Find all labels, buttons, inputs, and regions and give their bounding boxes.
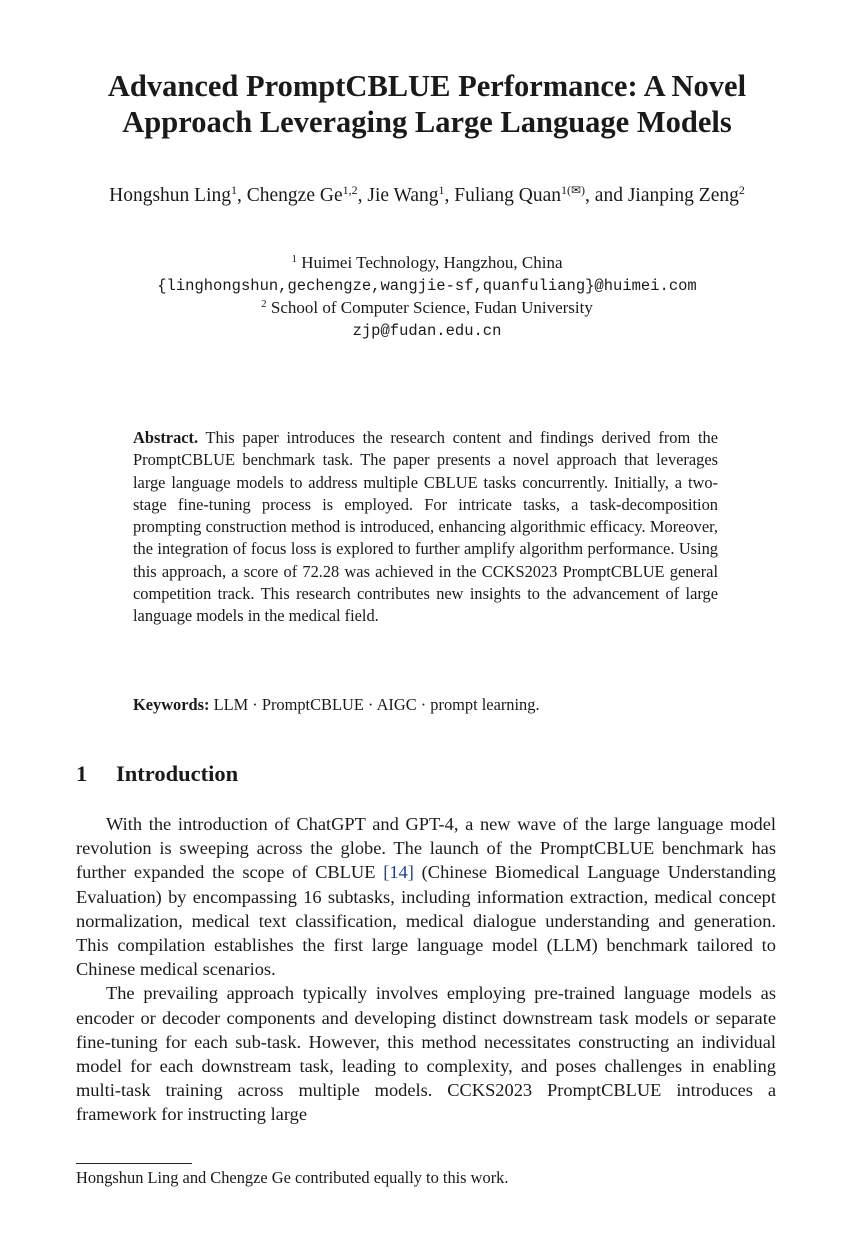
affiliation-name: School of Computer Science, Fudan University bbox=[270, 298, 593, 317]
author-sup: 1,2 bbox=[342, 183, 358, 197]
paper-title bbox=[0, 68, 854, 140]
affiliation-sup: 2 bbox=[261, 298, 267, 310]
affiliation-2-email[interactable]: zjp@fudan.edu.cn bbox=[352, 322, 502, 340]
author-name: Jie Wang bbox=[367, 185, 439, 206]
author-name: Jianping Zeng bbox=[627, 185, 739, 206]
affiliation-1-email[interactable]: {linghongshun,gechengze,wangjie-sf,quanfuliang}@huimei.com bbox=[157, 277, 697, 295]
abstract bbox=[133, 427, 718, 628]
section-title: Introduction bbox=[116, 761, 239, 786]
citation-link[interactable]: [14] bbox=[383, 862, 414, 883]
footnote-rule bbox=[76, 1163, 192, 1164]
affiliation-sup: 1 bbox=[291, 253, 297, 265]
author-sup: 1(✉) bbox=[561, 183, 586, 197]
affiliation-2 bbox=[0, 297, 854, 319]
body-text bbox=[76, 812, 776, 1127]
author-name: Hongshun Ling bbox=[109, 185, 232, 206]
author-name: Chengze Ge bbox=[246, 185, 343, 206]
abstract-label: Abstract. bbox=[133, 428, 199, 447]
keywords-text: LLM · PromptCBLUE · AIGC · prompt learning. bbox=[213, 695, 540, 714]
keywords bbox=[133, 694, 718, 716]
section-heading bbox=[76, 760, 238, 788]
footnote: Hongshun Ling and Chengze Ge contributed equally to this work. bbox=[76, 1168, 509, 1187]
author-list: Hongshun Ling$^1$, Chengze Ge$^{1,2}$, Jie Wang$^1$, Fuliang Quan$^{1(✉)}$, and Jianping Zeng$^2$ bbox=[109, 183, 745, 206]
author-name: Fuliang Quan bbox=[454, 185, 561, 206]
author-sup: 1 bbox=[438, 183, 445, 197]
author-sup: 2 bbox=[738, 183, 745, 197]
title-line-1: Advanced PromptCBLUE Performance: A Novel bbox=[107, 69, 747, 103]
paragraph-1: With the introduction of ChatGPT and GPT-4, a new wave of the large language model revolution is sweeping across the globe. The launch of the PromptCBLUE benchmark has further expanded the scope of CBLUE [14] (Chinese Biomedical Language Understanding Evaluation) by encompassing 16 subtasks, including information extraction, medical concept normalization, medical text classification, medical dialogue understanding and generation. This compilation establishes the first large language model (LLM) benchmark tailored to Chinese medical scenarios. bbox=[76, 814, 776, 980]
abstract-text: This paper introduces the research content and findings derived from the PromptCBLUE benchmark task. The paper presents a novel approach that leverages large language models to address multiple CBLUE tasks concurrently. Initially, a two-stage fine-tuning process is employed. For intricate tasks, a task-decomposition prompting construction method is introduced, enhancing algorithmic efficacy. Moreover, the integration of focus loss is explored to further amplify algorithm performance. Using this approach, a score of 72.28 was achieved in the CCKS2023 PromptCBLUE general competition track. This research contributes new insights to the advancement of large language models in the medical field. bbox=[133, 428, 718, 626]
affiliation-1 bbox=[0, 252, 854, 274]
affiliation-name: Huimei Technology, Hangzhou, China bbox=[301, 253, 563, 272]
paragraph-2: The prevailing approach typically involves employing pre-trained language models as encoder or decoder components and developing distinct downstream task models or separate fine-tuning for each sub-task. However, this method necessitates constructing an individual model for each downstream task, leading to complexity, and poses challenges in enabling multi-task training across multiple models. CCKS2023 PromptCBLUE introduces a framework for instructing large bbox=[76, 983, 776, 1125]
keywords-label: Keywords: bbox=[133, 695, 210, 714]
author-sup: 1 bbox=[231, 183, 238, 197]
title-line-2: Approach Leveraging Large Language Models bbox=[122, 105, 732, 139]
section-number: 1 bbox=[76, 761, 88, 786]
